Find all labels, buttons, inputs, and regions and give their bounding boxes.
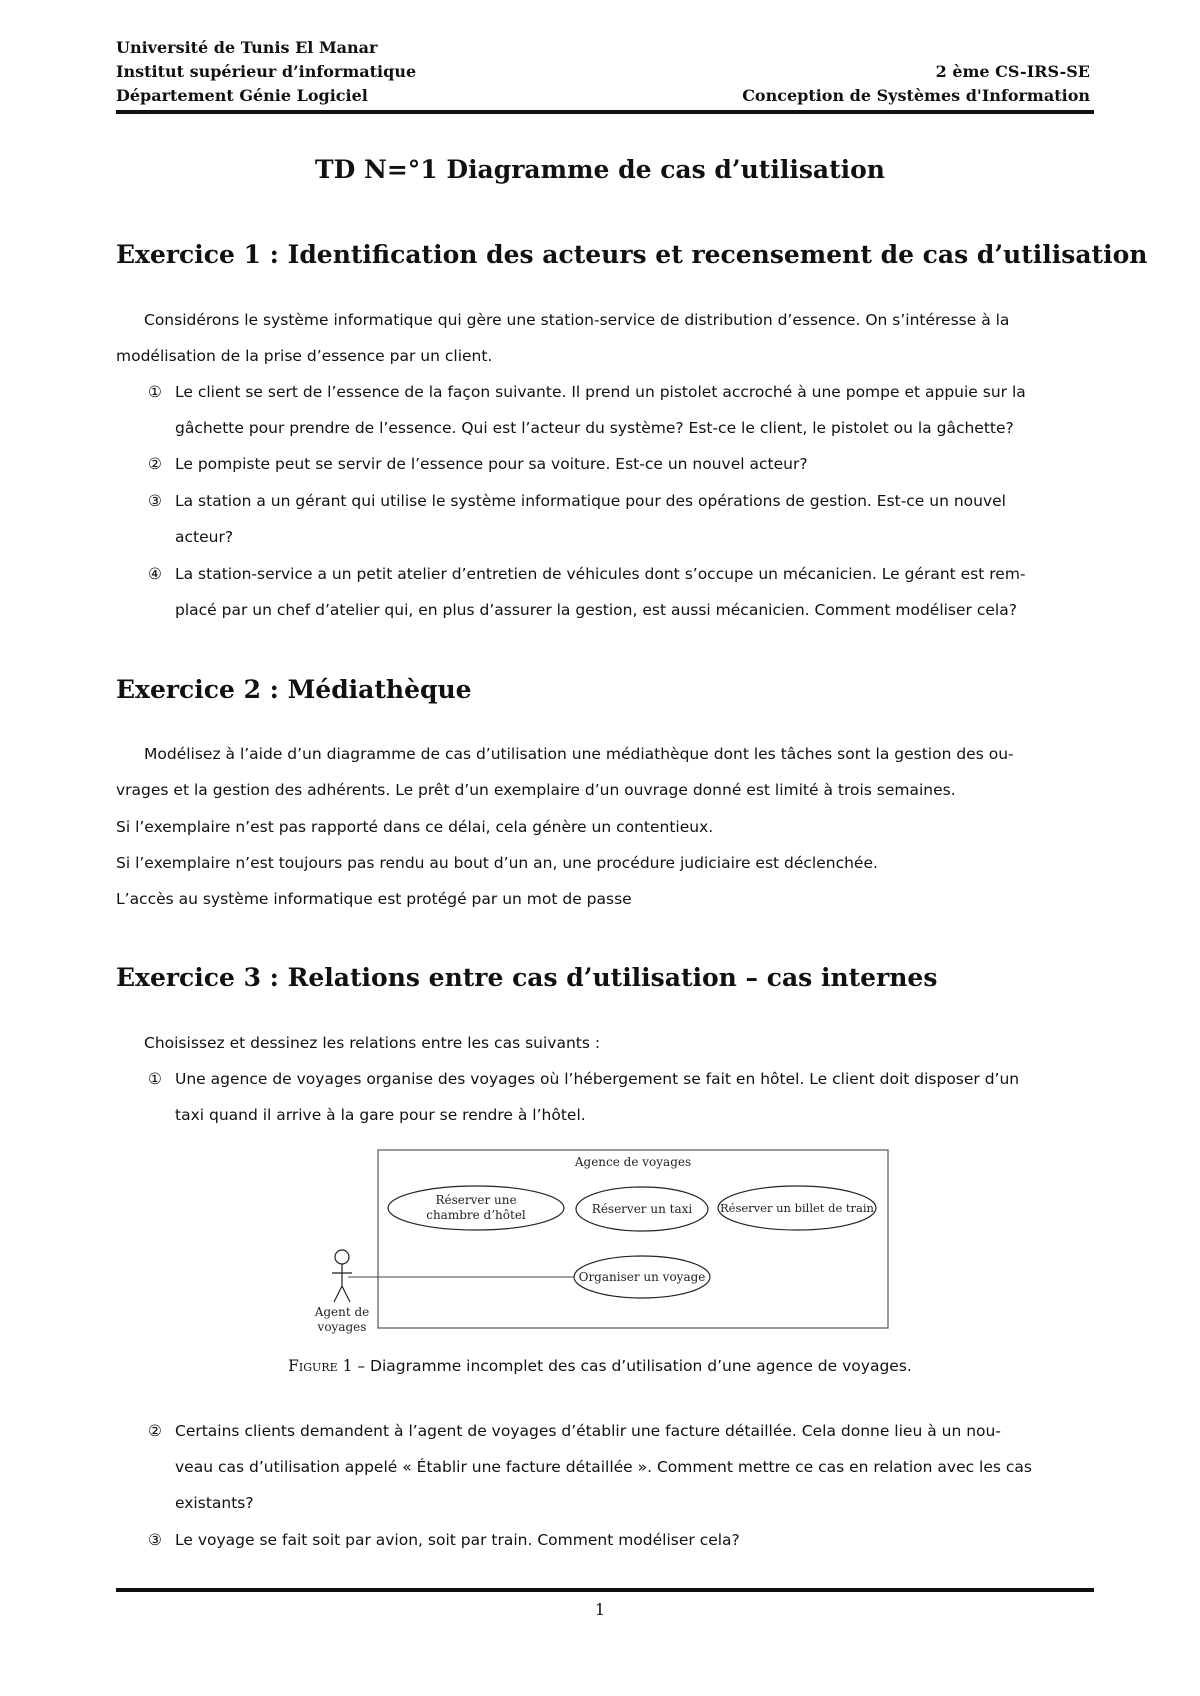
department-name: Département Génie Logiciel (116, 86, 368, 105)
exercise-3-item-2 (148, 1413, 1094, 1521)
course-name: Conception de Systèmes d'Information (742, 86, 1090, 105)
exercise-3-item-3 (148, 1522, 1094, 1558)
exercise-2-line-2: vrages et la gestion des adhérents. Le prêt d’un exemplaire d’un ouvrage donné est limité à trois semaines. (116, 781, 956, 799)
exercise-1-item-1 (148, 374, 1094, 446)
actor-icon (332, 1250, 352, 1302)
item-text-line: veau cas d’utilisation appelé « Établir une facture détaillée ». Comment mettre ce cas en relation avec les cas (175, 1458, 1032, 1476)
item-number: ③ (148, 1531, 162, 1549)
document-title: TD N=°1 Diagramme de cas d’utilisation (315, 155, 885, 184)
exercise-2-heading: Exercice 2 : Médiathèque (116, 675, 472, 704)
page-number: 1 (594, 1600, 606, 1619)
institute-name: Institut supérieur d’informatique (116, 62, 417, 81)
caption-text: – Diagramme incomplet des cas d’utilisation d’une agence de voyages. (352, 1357, 912, 1375)
use-case-label: Organiser un voyage (578, 1270, 706, 1284)
item-text-line: La station-service a un petit atelier d’entretien de véhicules dont s’occupe un mécanicien. Le gérant est rem- (175, 565, 1026, 583)
system-name: Agence de voyages (574, 1155, 692, 1169)
exercise-2-line-4: Si l’exemplaire n’est toujours pas rendu au bout d’un an, une procédure judiciaire est déclenchée. (116, 854, 878, 872)
page-header (116, 36, 1090, 108)
item-text-line: Le pompiste peut se servir de l’essence pour sa voiture. Est-ce un nouvel acteur? (175, 455, 808, 473)
item-text-line: Le client se sert de l’essence de la façon suivante. Il prend un pistolet accroché à une pompe et appuie sur la (175, 383, 1026, 401)
exercise-1-heading: Exercice 1 : Identification des acteurs et recensement de cas d’utilisation (116, 240, 1148, 269)
system-boundary (378, 1150, 888, 1328)
exercise-3-item-1 (148, 1061, 1094, 1133)
exercise-1-item-3 (148, 483, 1094, 555)
actor-label: voyages (317, 1320, 367, 1334)
exercise-1-item-4 (148, 556, 1094, 628)
item-text-line: Le voyage se fait soit par avion, soit par train. Comment modéliser cela? (175, 1531, 740, 1549)
exercise-1-intro-line-1: Considérons le système informatique qui gère une station-service de distribution d’essence. On s’intéresse à la (144, 311, 1010, 329)
item-number: ④ (148, 565, 162, 583)
exercise-3-intro: Choisissez et dessinez les relations entre les cas suivants : (144, 1034, 601, 1052)
figure-caption (0, 1357, 1200, 1375)
header-rule (116, 110, 1094, 114)
caption-label: Figure 1 (288, 1357, 353, 1375)
item-text-line: La station a un gérant qui utilise le système informatique pour des opérations de gestion. Est-ce un nouvel (175, 492, 1006, 510)
item-number: ① (148, 1070, 162, 1088)
item-text-line: existants? (175, 1494, 254, 1512)
item-text-line: gâchette pour prendre de l’essence. Qui est l’acteur du système? Est-ce le client, le pistolet ou la gâchette? (175, 419, 1014, 437)
item-number: ③ (148, 492, 162, 510)
item-number: ① (148, 383, 162, 401)
use-case-label: chambre d’hôtel (426, 1208, 526, 1222)
exercise-1-intro-line-2: modélisation de la prise d’essence par un client. (116, 347, 493, 365)
exercise-2-line-1: Modélisez à l’aide d’un diagramme de cas d’utilisation une médiathèque dont les tâches sont la gestion des ou- (144, 745, 1014, 763)
exercise-2-line-5: L’accès au système informatique est protégé par un mot de passe (116, 890, 632, 908)
use-case-diagram (300, 1140, 900, 1340)
exercise-1-item-2 (148, 446, 1094, 482)
item-text-line: taxi quand il arrive à la gare pour se rendre à l’hôtel. (175, 1106, 586, 1124)
actor-label: Agent de (314, 1305, 370, 1319)
item-number: ② (148, 455, 162, 473)
item-text-line: acteur? (175, 528, 234, 546)
university-name: Université de Tunis El Manar (116, 38, 378, 57)
exercise-2-line-3: Si l’exemplaire n’est pas rapporté dans ce délai, cela génère un contentieux. (116, 818, 714, 836)
item-text-line: Une agence de voyages organise des voyages où l’hébergement se fait en hôtel. Le client doit disposer d’un (175, 1070, 1020, 1088)
item-number: ② (148, 1422, 162, 1440)
item-text-line: Certains clients demandent à l’agent de voyages d’établir une facture détaillée. Cela donne lieu à un nou- (175, 1422, 1001, 1440)
exercise-3-heading: Exercice 3 : Relations entre cas d’utilisation – cas internes (116, 963, 938, 992)
use-case-label: Réserver un taxi (591, 1202, 693, 1216)
class-level: 2 ème CS-IRS-SE (935, 62, 1090, 81)
use-case-label: Réserver un billet de train (720, 1201, 874, 1215)
item-text-line: placé par un chef d’atelier qui, en plus d’assurer la gestion, est aussi mécanicien. Comment modéliser cela? (175, 601, 1017, 619)
footer-rule (116, 1588, 1094, 1592)
use-case-label: Réserver une (435, 1193, 517, 1207)
